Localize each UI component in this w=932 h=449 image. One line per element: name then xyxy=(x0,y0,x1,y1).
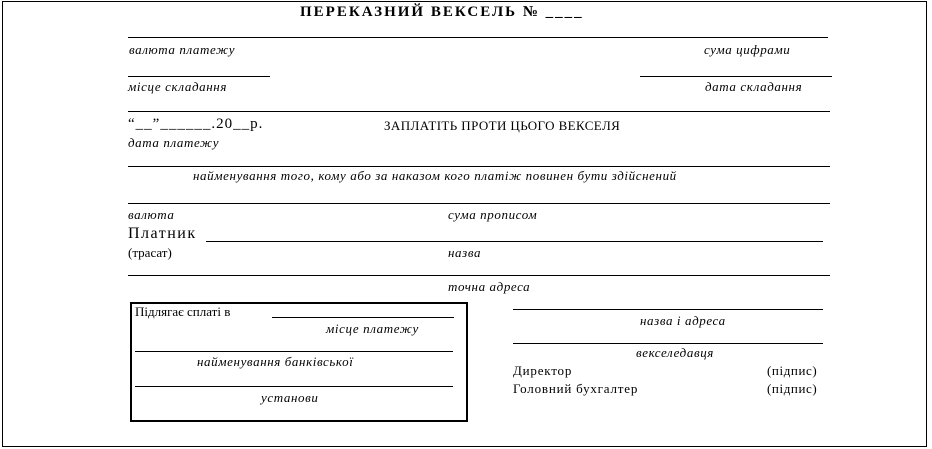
place-issue-label: місце складання xyxy=(128,79,227,94)
drawee-label: (трасат) xyxy=(128,245,172,260)
sum-digits-label: сума цифрами xyxy=(704,42,791,57)
date-issue-label: дата складання xyxy=(705,79,803,94)
pay-against-heading: ЗАПЛАТІТЬ ПРОТИ ЦЬОГО ВЕКСЕЛЯ xyxy=(384,118,621,133)
drawer-label: векселедавця xyxy=(636,345,714,360)
director-label: Директор xyxy=(513,363,573,378)
currency-label: валюта xyxy=(128,207,175,222)
payee-name-label: найменування того, кому або за наказом кого платіж повинен бути здійснений xyxy=(193,168,677,183)
chief-accountant-signature: (підпис) xyxy=(767,381,818,396)
bank-line xyxy=(135,351,453,352)
payee-line xyxy=(128,166,830,167)
currency-payment-label: валюта платежу xyxy=(129,42,236,57)
place-payment-label: місце платежу xyxy=(326,321,419,336)
payable-at-line xyxy=(272,317,454,318)
address-line xyxy=(128,275,830,276)
document-title: ПЕРЕКАЗНИЙ ВЕКСЕЛЬ № ____ xyxy=(300,4,584,20)
separator-line-1 xyxy=(128,111,830,112)
drawer-name-line xyxy=(513,309,823,310)
payment-date-field: “__”______.20__р. xyxy=(128,116,264,132)
place-issue-line xyxy=(128,76,270,77)
name-label: назва xyxy=(448,245,482,260)
payer-line xyxy=(206,241,823,242)
date-issue-line xyxy=(640,76,832,77)
director-signature: (підпис) xyxy=(767,363,818,378)
drawer-line xyxy=(513,343,823,344)
sum-words-label: сума прописом xyxy=(448,207,538,222)
exact-address-label: точна адреса xyxy=(448,279,531,294)
payer-label: Платник xyxy=(128,225,197,242)
payable-at-label: Підлягає сплаті в xyxy=(135,304,231,319)
currency-sum-line xyxy=(128,37,828,38)
institution-label: установи xyxy=(261,390,319,405)
currency-sum-words-line xyxy=(128,203,830,204)
chief-accountant-label: Головний бухгалтер xyxy=(513,381,639,396)
drawer-name-address-label: назва і адреса xyxy=(640,313,726,328)
bank-name-label: найменування банківської xyxy=(197,354,354,369)
institution-line xyxy=(135,386,453,387)
date-payment-label: дата платежу xyxy=(128,135,220,150)
